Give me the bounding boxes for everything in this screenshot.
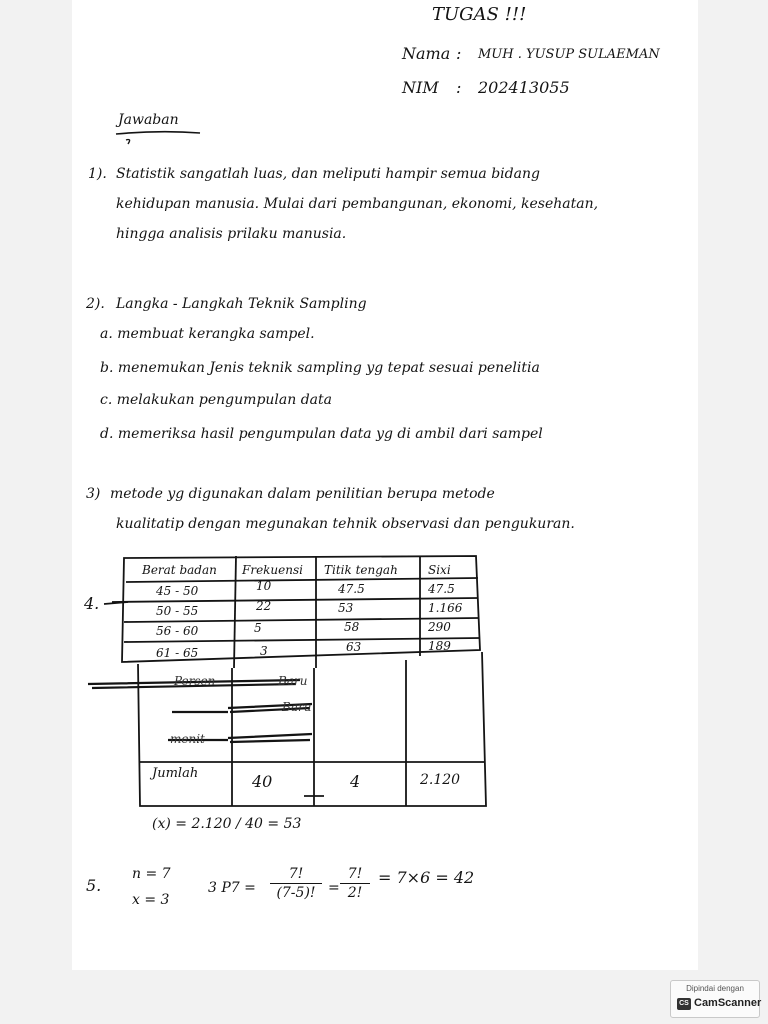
q5-n: n = 7: [132, 866, 171, 882]
q3-line-1: metode yg digunakan dalam penilitian berupa metode: [110, 486, 495, 502]
row-4-sixi: 189: [428, 639, 451, 653]
q2-item-b: b. menemukan Jenis teknik sampling yg tepat sesuai penelitia: [100, 360, 540, 376]
q5-x: x = 3: [132, 892, 170, 908]
q5-fraction-1-bar: [270, 883, 322, 884]
mean-formula: (x) = 2.120 / 40 = 53: [152, 816, 302, 832]
row-2-class: 50 - 55: [156, 604, 199, 618]
nim-separator: :: [456, 78, 462, 97]
q5-result: = 7×6 = 42: [378, 868, 475, 887]
total-frequency: 40: [252, 772, 273, 791]
header-titik-tengah: Titik tengah: [324, 563, 398, 577]
q1-line-3: hingga analisis prilaku manusia.: [116, 226, 347, 242]
struck-word-1: Persen: [174, 674, 216, 688]
name-label: Nama: [402, 44, 451, 63]
row-3-mid: 58: [344, 620, 360, 634]
total-label: Jumlah: [152, 766, 199, 781]
row-1-class: 45 - 50: [156, 584, 199, 598]
q3-number: 3): [86, 486, 101, 502]
row-line-3: [124, 618, 478, 622]
q1-line-2: kehidupan manusia. Mulai dari pembangunan, ekonomi, kesehatan,: [116, 196, 599, 212]
q2-item-d: d. memeriksa hasil pengumpulan data yg di ambil dari sampel: [100, 426, 543, 442]
total-sixi: 2.120: [420, 772, 461, 788]
q2-item-c: c. melakukan pengumpulan data: [100, 392, 332, 408]
q5-fraction-1: [270, 866, 322, 901]
row-2-freq: 22: [256, 599, 272, 613]
row-2-sixi: 1.166: [428, 601, 463, 615]
row-4-mid: 63: [346, 640, 362, 654]
row-line-4: [124, 638, 480, 642]
camscanner-logo-icon: CS: [677, 998, 691, 1010]
name-value: MUH . YUSUP SULAEMAN: [478, 47, 660, 62]
q2-number: 2).: [86, 296, 105, 312]
name-separator: :: [456, 44, 462, 63]
page-title: TUGAS !!!: [432, 4, 527, 25]
header-frekuensi: Frekuensi: [242, 563, 303, 577]
total-midpoint: 4: [350, 772, 361, 791]
q5-equals: =: [328, 880, 340, 896]
q5-permutation: 3 P7 =: [208, 880, 256, 896]
row-4-class: 61 - 65: [156, 646, 199, 660]
q5-fraction-2-den: 2!: [347, 885, 363, 901]
q1-line-1: Statistik sangatlah luas, dan meliputi hampir semua bidang: [116, 166, 540, 182]
q2-heading: Langka - Langkah Teknik Sampling: [116, 296, 367, 312]
q5-fraction-2-bar: [340, 883, 370, 884]
row-1-sixi: 47.5: [428, 582, 455, 596]
q5-fraction-1-den: (7-5)!: [276, 885, 316, 901]
scanner-caption: Dipindai dengan: [686, 984, 744, 993]
scribble-row-3: [228, 734, 312, 742]
q2-item-a: a. membuat kerangka sampel.: [100, 326, 315, 342]
nim-value: 202413055: [478, 78, 570, 97]
row-3-sixi: 290: [428, 620, 451, 634]
row-2-mid: 53: [338, 601, 354, 615]
nim-label: NIM: [402, 78, 439, 97]
q5-fraction-2: [340, 866, 370, 901]
row-1-freq: 10: [256, 579, 272, 593]
row-3-freq: 5: [254, 621, 262, 635]
row-3-class: 56 - 60: [156, 624, 199, 638]
q3-line-2: kualitatip dengan megunakan tehnik observasi dan pengukuran.: [116, 516, 575, 532]
struck-word-4: menit: [170, 732, 205, 746]
col-divider-1: [234, 556, 236, 668]
answers-heading: Jawaban: [118, 112, 179, 128]
q4-number: 4.: [84, 594, 100, 613]
q5-fraction-1-num: 7!: [288, 866, 304, 882]
header-sixi: Sixi: [428, 563, 451, 577]
row-line-1: [126, 578, 478, 582]
row-line-2: [112, 598, 478, 602]
q5-number: 5.: [86, 876, 102, 895]
header-berat-badan: Berat badan: [142, 563, 217, 577]
camscanner-watermark: [670, 980, 760, 1018]
pointer-line: [104, 602, 128, 604]
struck-word-2: Baru: [278, 674, 308, 688]
row-1-mid: 47.5: [338, 582, 365, 596]
q1-number: 1).: [88, 166, 107, 182]
row-4-freq: 3: [260, 644, 268, 658]
q5-fraction-2-num: 7!: [347, 866, 363, 882]
scanner-brand: CamScanner: [694, 997, 762, 1009]
struck-word-3: Baru: [282, 700, 312, 714]
